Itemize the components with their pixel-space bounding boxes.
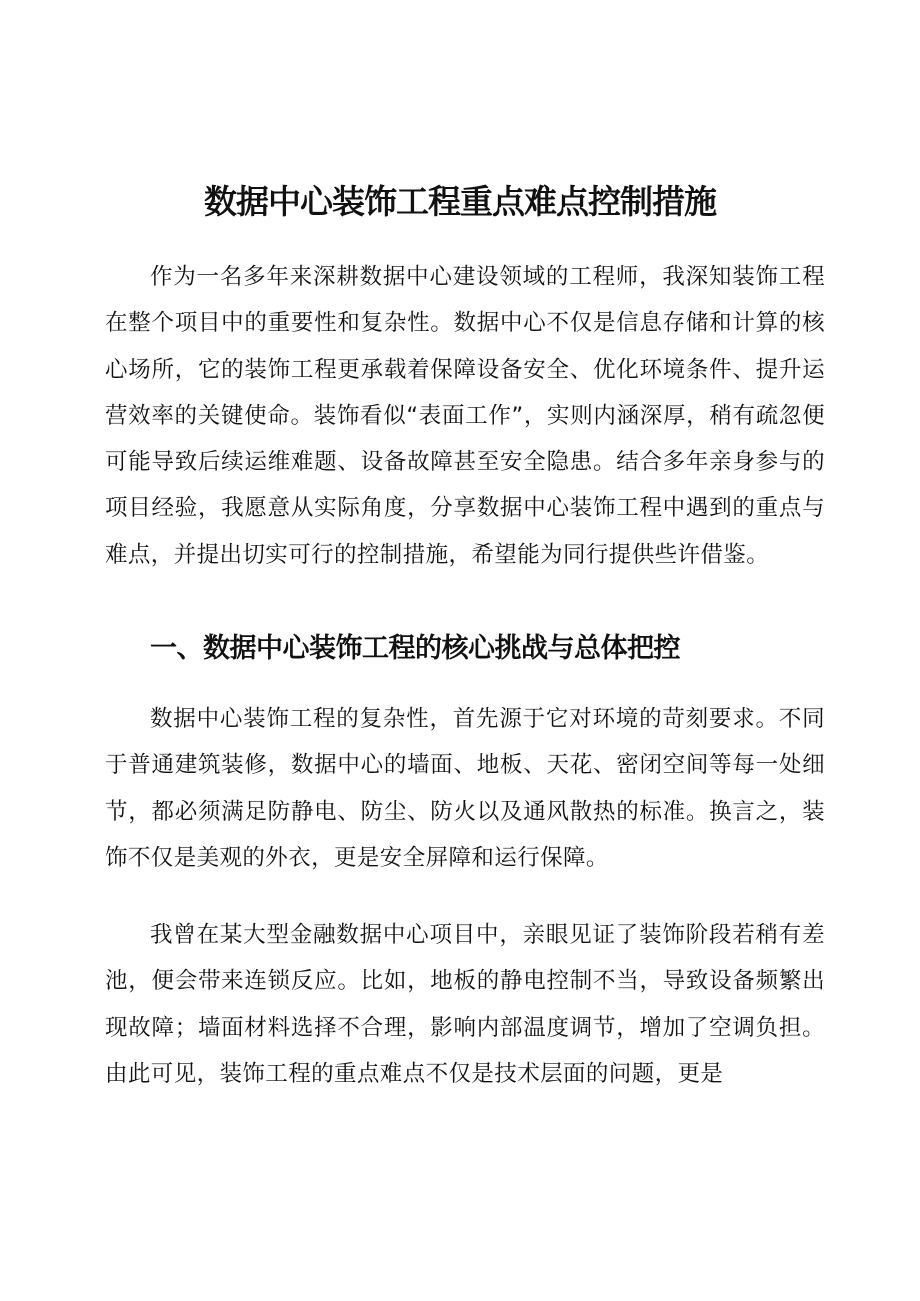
- document-title: 数据中心装饰工程重点难点控制措施: [204, 182, 716, 221]
- body-paragraph: 数据中心装饰工程的复杂性，首先源于它对环境的苛刻要求。不同于普通建筑装修，数据中心的墙面、地板、天花、密闭空间等每一处细节，都必须满足防静电、防尘、防火以及通风散热的标准。换言之，装饰不仅是美观的外衣，更是安全屏障和运行保障。: [105, 706, 825, 871]
- body-paragraph: 我曾在某大型金融数据中心项目中，亲眼见证了装饰阶段若稍有差池，便会带来连锁反应。比如，地板的静电控制不当，导致设备频繁出现故障；墙面材料选择不合理，影响内部温度调节，增加了空调负担。由此可见，装饰工程的重点难点不仅是技术层面的问题，更是: [105, 922, 825, 1087]
- section-heading: 一、数据中心装饰工程的核心挑战与总体把控: [150, 633, 680, 664]
- intro-paragraph: 作为一名多年来深耕数据中心建设领域的工程师，我深知装饰工程在整个项目中的重要性和复杂性。数据中心不仅是信息存储和计算的核心场所，它的装饰工程更承载着保障设备安全、优化环境条件、提升运营效率的关键使命。装饰看似“表面工作”，实则内涵深厚，稍有疏忽便可能导致后续运维难题、设备故障甚至安全隐患。结合多年亲身参与的项目经验，我愿意从实际角度，分享数据中心装饰工程中遇到的重点与难点，并提出切实可行的控制措施，希望能为同行提供些许借鉴。: [105, 264, 825, 568]
